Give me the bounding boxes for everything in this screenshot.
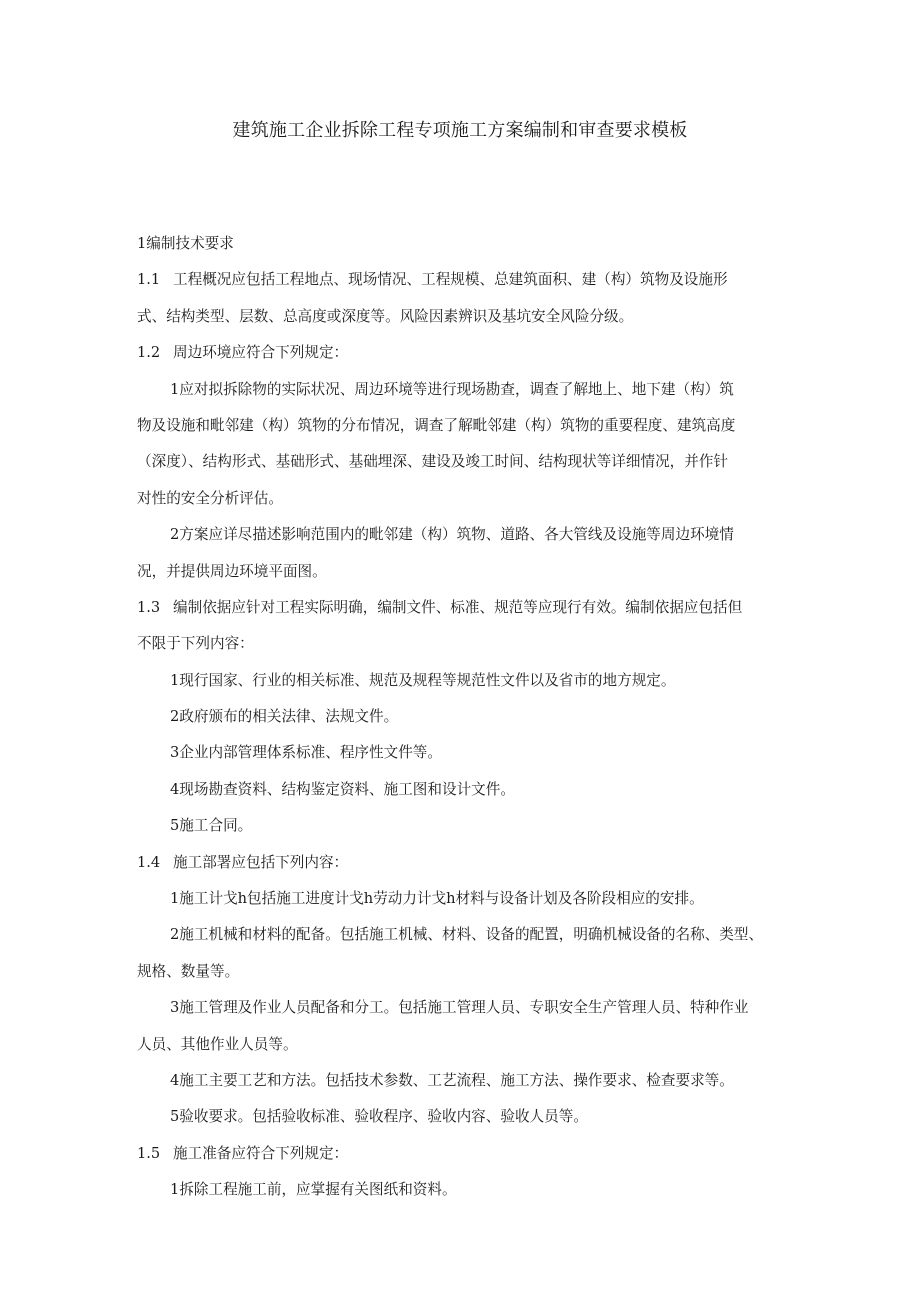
line-text: 2政府颁布的相关法律、法规文件。 [170, 708, 399, 726]
clause-number: 1.2 [137, 344, 161, 362]
list-item-line [137, 735, 785, 771]
continuation-line [137, 626, 785, 662]
document-title: 建筑施工企业拆除工程专项施工方案编制和审查要求模板 [232, 120, 688, 141]
continuation-line [137, 1027, 785, 1063]
document-body [137, 226, 785, 1209]
line-text: 不限于下列内容： [137, 635, 254, 653]
line-text: 1拆除工程施工前，应掌握有关图纸和资料。 [170, 1181, 457, 1199]
section-heading [137, 226, 785, 262]
clause-line [137, 1136, 785, 1172]
continuation-line [137, 444, 785, 480]
line-text: 施工部署应包括下列内容： [173, 853, 349, 871]
line-text: 4施工主要工艺和方法。包括技术参数、工艺流程、施工方法、操作要求、检查要求等。 [170, 1071, 734, 1089]
list-item-line [137, 663, 785, 699]
clause-line [137, 590, 785, 626]
line-text: 施工准备应符合下列规定： [173, 1144, 349, 1162]
line-text: 周边环境应符合下列规定： [173, 344, 349, 362]
line-text: 式、结构类型、层数、总高度或深度等。风险因素辨识及基坑安全风险分级。 [137, 307, 634, 325]
line-text: 1应对拟拆除物的实际状况、周边环境等进行现场勘查，调查了解地上、地下建（构）筑 [170, 380, 734, 398]
line-text: 1现行国家、行业的相关标准、规范及规程等规范性文件以及省市的地方规定。 [170, 671, 676, 689]
continuation-line [137, 299, 785, 335]
list-item-line [137, 1063, 785, 1099]
clause-line [137, 335, 785, 371]
line-text: 1编制技术要求 [137, 235, 234, 252]
list-item-line [137, 517, 785, 553]
line-text: 4现场勘查资料、结构鉴定资料、施工图和设计文件。 [170, 780, 515, 798]
line-text: 工程概况应包括工程地点、现场情况、工程规模、总建筑面积、建（构）筑物及设施形 [173, 271, 728, 289]
list-item-line [137, 372, 785, 408]
line-text: 况，并提供周边环境平面图。 [137, 562, 327, 580]
line-text: 5施工合同。 [170, 817, 253, 835]
clause-line [137, 262, 785, 298]
list-item-line [137, 1099, 785, 1135]
list-item-line [137, 990, 785, 1026]
line-text: 编制依据应针对工程实际明确，编制文件、标准、规范等应现行有效。编制依据应包括但 [173, 598, 743, 616]
continuation-line [137, 954, 785, 990]
list-item-line [137, 772, 785, 808]
list-item-line [137, 699, 785, 735]
continuation-line [137, 408, 785, 444]
clause-number: 1.4 [137, 853, 161, 871]
clause-number: 1.1 [137, 271, 161, 289]
line-text: 3施工管理及作业人员配备和分工。包括施工管理人员、专职安全生产管理人员、特种作业 [170, 999, 749, 1017]
list-item-line [137, 917, 785, 953]
clause-number: 1.5 [137, 1144, 161, 1162]
line-text: （深度）、结构形式、基础形式、基础埋深、建设及竣工时间、结构现状等详细情况，并作针 [137, 453, 729, 471]
continuation-line [137, 554, 785, 590]
line-text: 1施工计戈h包括施工进度计戈h劳动力计戈h材料与设备计划及各阶段相应的安排。 [170, 890, 704, 908]
list-item-line [137, 1172, 785, 1208]
line-text: 物及设施和毗邻建（构）筑物的分布情况，调查了解毗邻建（构）筑物的重要程度、建筑高度 [137, 416, 736, 434]
list-item-line [137, 808, 785, 844]
line-text: 人员、其他作业人员等。 [137, 1035, 298, 1053]
line-text: 2方案应详尽描述影响范围内的毗邻建（构）筑物、道路、各大管线及设施等周边环境情 [170, 526, 734, 544]
clause-number: 1.3 [137, 598, 161, 616]
line-text: 对性的安全分析评估。 [137, 489, 283, 507]
line-text: 3企业内部管理体系标准、程序性文件等。 [170, 744, 442, 762]
line-text: 规格、数量等。 [137, 962, 240, 980]
continuation-line [137, 481, 785, 517]
line-text: 2施工机械和材料的配备。包括施工机械、材料、设备的配置，明确机械设备的名称、类型、 [170, 926, 764, 944]
line-text: 5验收要求。包括验收标准、验收程序、验收内容、验收人员等。 [170, 1108, 588, 1126]
list-item-line [137, 881, 785, 917]
clause-line [137, 845, 785, 881]
